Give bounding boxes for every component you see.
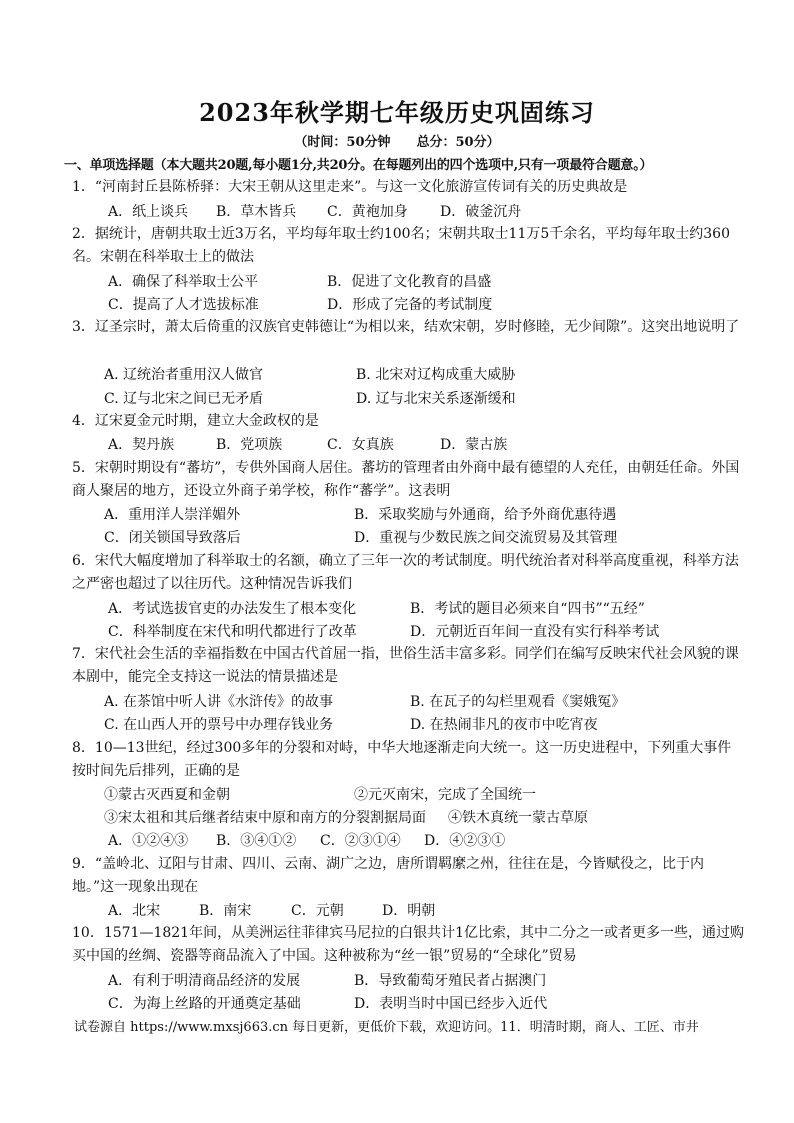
q10-option-d: D．表明当时中国已经步入近代 <box>354 996 548 1012</box>
q1-option-c: C．黄袍加身 <box>327 204 408 220</box>
question-6-stem: 6．宋代大幅度增加了科举取士的名额，确立了三年一次的考试制度。明代统治者对科举高度重视，科举方法之严密也超过了以往历代。这种情况告诉我们 <box>72 553 739 592</box>
q8-item-2: ②元灭南宋，完成了全国统一 <box>354 787 536 803</box>
q7-option-c: C. 在山西人开的票号中办理存钱业务 <box>104 717 334 733</box>
q7-option-d: D. 在热闹非凡的夜市中吃宵夜 <box>410 717 598 733</box>
q6-option-b: B．考试的题目必须来自“四书”“五经” <box>410 601 645 617</box>
q9-option-d: D．明朝 <box>382 903 436 919</box>
question-5-stem: 5．宋朝时期设有“蕃坊”，专供外国商人居住。蕃坊的管理者由外商中最有德望的人充任，由朝廷任命。外国商人聚居的地方，还设立外商子弟学校，称作“蕃学”。这表明 <box>72 460 740 499</box>
q3-option-a: A. 辽统治者重用汉人做官 <box>104 367 264 383</box>
q5-option-b: B．采取奖励与外通商，给予外商优惠待遇 <box>354 507 617 523</box>
q8-option-b: B．③④①② <box>216 833 297 849</box>
q10-option-c: C．为海上丝路的开通奠定基础 <box>108 996 301 1012</box>
q9-option-a: A．北宋 <box>108 903 161 919</box>
q5-option-c: C．闭关锁国导致落后 <box>104 530 241 546</box>
question-2-stem: 2．据统计，唐朝共取士近3万名，平均每年取士约100名；宋朝共取士11万5千余名，平均每年取士约360名。宋朝在科举取士上的做法 <box>72 226 730 265</box>
q2-option-b: B．促进了文化教育的昌盛 <box>327 274 492 290</box>
q7-option-b: B. 在瓦子的勾栏里观看《窦娥冤》 <box>410 694 626 710</box>
q10-option-a: A．有利于明清商品经济的发展 <box>108 973 301 989</box>
exam-time-score: （时间：50分钟 总分：50分） <box>294 135 500 150</box>
question-4-stem: 4．辽宋夏金元时期，建立大金政权的是 <box>72 413 319 429</box>
source-footer: 试卷源自 https://www.mxsj663.cn 每日更新，更低价下载，欢迎访问。11．明清时期，商人、工匠、市井 <box>74 1020 699 1035</box>
q1-option-a: A．纸上谈兵 <box>108 204 189 220</box>
q6-option-c: C．科举制度在宋代和明代都进行了改革 <box>108 624 357 640</box>
q8-option-c: C．②③①④ <box>320 833 401 849</box>
page-title: 2023年秋学期七年级历史巩固练习 <box>199 98 595 127</box>
q6-option-d: D．元朝近百年间一直没有实行科举考试 <box>410 624 660 640</box>
q8-item-3: ③宋太祖和其后继者结束中原和南方的分裂割据局面 <box>104 810 426 826</box>
q5-option-a: A．重用洋人崇洋媚外 <box>104 507 241 523</box>
q2-option-d: D．形成了完备的考试制度 <box>327 297 493 313</box>
q8-item-4: ④铁木真统一蒙古草原 <box>448 810 588 826</box>
q8-option-a: A．①②④③ <box>108 833 189 849</box>
section-heading: 一、单项选择题（本大题共20题,每小题1分,共20分。在每题列出的四个选项中,只有一项最符合题意。） <box>64 158 653 173</box>
q3-option-c: C. 辽与北宋之间已无矛盾 <box>104 391 264 407</box>
q3-option-b: B. 北宋对辽构成重大威胁 <box>356 367 516 383</box>
q8-option-d: D．④②③① <box>424 833 506 849</box>
q4-option-a: A．契丹族 <box>108 437 175 453</box>
question-1-stem: 1．“河南封丘县陈桥驿：大宋王朝从这里走来”。与这一文化旅游宣传词有关的历史典故是 <box>72 179 628 195</box>
q1-option-d: D．破釜沉舟 <box>440 204 522 220</box>
q10-option-b: B．导致葡萄牙殖民者占据澳门 <box>354 973 547 989</box>
q3-option-d: D. 辽与北宋关系逐渐缓和 <box>356 391 516 407</box>
q6-option-a: A．考试选拔官吏的办法发生了根本变化 <box>108 601 357 617</box>
q9-option-c: C．元朝 <box>291 903 344 919</box>
question-3-stem: 3．辽圣宗时，萧太后倚重的汉族官吏韩德让“为相以来，结欢宋朝，岁时修睦，无少间隙”。这突出地说明了 <box>72 319 740 335</box>
q4-option-b: B．党项族 <box>216 437 283 453</box>
q5-option-d: D．重视与少数民族之间交流贸易及其管理 <box>354 530 618 546</box>
q9-option-b: B．南宋 <box>199 903 252 919</box>
q1-option-b: B．草木皆兵 <box>216 204 297 220</box>
q2-option-c: C．提高了人才选拔标准 <box>108 297 259 313</box>
question-10-stem: 10．1571—1821年间，从美洲运往菲律宾马尼拉的白银共计1亿比索，其中二分之一或者更多一些，通过购买中国的丝绸、瓷器等商品流入了中国。这种被称为“丝一银”贸易的“全球化”贸易 <box>72 925 744 964</box>
question-8-stem: 8．10—13世纪，经过300多年的分裂和对峙，中华大地逐渐走向大统一。这一历史进程中，下列重大事件按时间先后排列，正确的是 <box>72 740 732 779</box>
question-9-stem: 9．“盖岭北、辽阳与甘肃、四川、云南、湖广之边，唐所谓羁縻之州，往往在是，今皆赋役之，比于内地。”这一现象出现在 <box>72 856 705 895</box>
q2-option-a: A．确保了科举取士公平 <box>108 274 259 290</box>
q8-item-1: ①蒙古灭西夏和金朝 <box>104 787 230 803</box>
q7-option-a: A. 在茶馆中听人讲《水浒传》的故事 <box>104 694 334 710</box>
question-7-stem: 7．宋代社会生活的幸福指数在中国古代首屈一指，世俗生活丰富多彩。同学们在编写反映宋代社会风貌的课本剧中，能完全支持这一说法的情景描述是 <box>72 646 739 685</box>
q4-option-d: D．蒙古族 <box>440 437 508 453</box>
q4-option-c: C．女真族 <box>327 437 394 453</box>
